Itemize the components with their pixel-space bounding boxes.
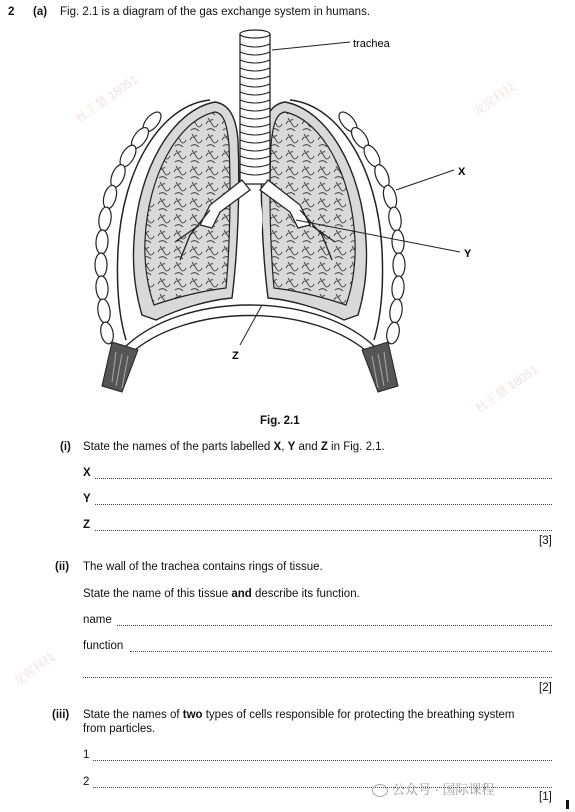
part-ii-instruction: State the name of this tissue and describe its function.	[83, 588, 360, 600]
answer-name-line[interactable]	[117, 624, 552, 626]
x-pointer	[396, 170, 454, 190]
watermark-2: 龙猩科技	[470, 79, 518, 119]
answer-cell-1-label: 1	[83, 749, 90, 761]
answer-function-line-2[interactable]	[83, 676, 552, 678]
z-label: Z	[232, 350, 239, 362]
figure-caption: Fig. 2.1	[260, 415, 300, 427]
page-edge-mark	[566, 800, 569, 809]
watermark-3: 杜王慧 18051	[472, 362, 541, 416]
marks-i: [3]	[539, 535, 552, 547]
answer-cell-1-line[interactable]	[93, 759, 552, 761]
gas-exchange-diagram	[60, 20, 500, 410]
watermark-1: 杜王慧 18051	[72, 72, 141, 126]
muscle-right	[362, 342, 398, 392]
answer-function-line-1[interactable]	[130, 650, 552, 652]
answer-z-line[interactable]	[95, 529, 552, 531]
lung-right	[270, 112, 355, 305]
answer-function-label: function	[83, 640, 124, 652]
wechat-icon	[372, 784, 388, 797]
part-iii-number: (iii)	[52, 709, 70, 721]
trachea-label: trachea	[353, 38, 390, 50]
answer-name-label: name	[83, 614, 112, 626]
y-label: Y	[464, 248, 472, 260]
answer-cell-2-label: 2	[83, 776, 90, 788]
question-intro: Fig. 2.1 is a diagram of the gas exchange system in humans.	[60, 6, 371, 18]
answer-x-line[interactable]	[95, 477, 552, 479]
answer-y-label: Y	[83, 493, 91, 505]
marks-ii: [2]	[539, 682, 552, 694]
footer-watermark: 公众号 · 国际课程	[372, 779, 495, 798]
answer-y-line[interactable]	[95, 503, 552, 505]
part-i-question: State the names of the parts labelled X, Y and Z in Fig. 2.1.	[83, 441, 385, 453]
muscle-left	[102, 342, 138, 392]
part-ii-number: (ii)	[55, 561, 70, 573]
watermark-4: 龙猩科技	[10, 649, 58, 689]
part-iii-question: State the names of two types of cells responsible for protecting the breathing system from particles.	[83, 709, 515, 735]
answer-x-label: X	[83, 467, 91, 479]
trachea-pointer	[272, 42, 350, 50]
question-part: (a)	[33, 6, 48, 18]
x-label: X	[458, 166, 466, 178]
part-i-number: (i)	[60, 441, 71, 453]
answer-z-label: Z	[83, 519, 91, 531]
part-ii-question: The wall of the trachea contains rings of tissue.	[83, 561, 323, 573]
trachea	[240, 30, 270, 184]
marks-iii: [1]	[539, 791, 552, 803]
question-number: 2	[8, 6, 15, 18]
